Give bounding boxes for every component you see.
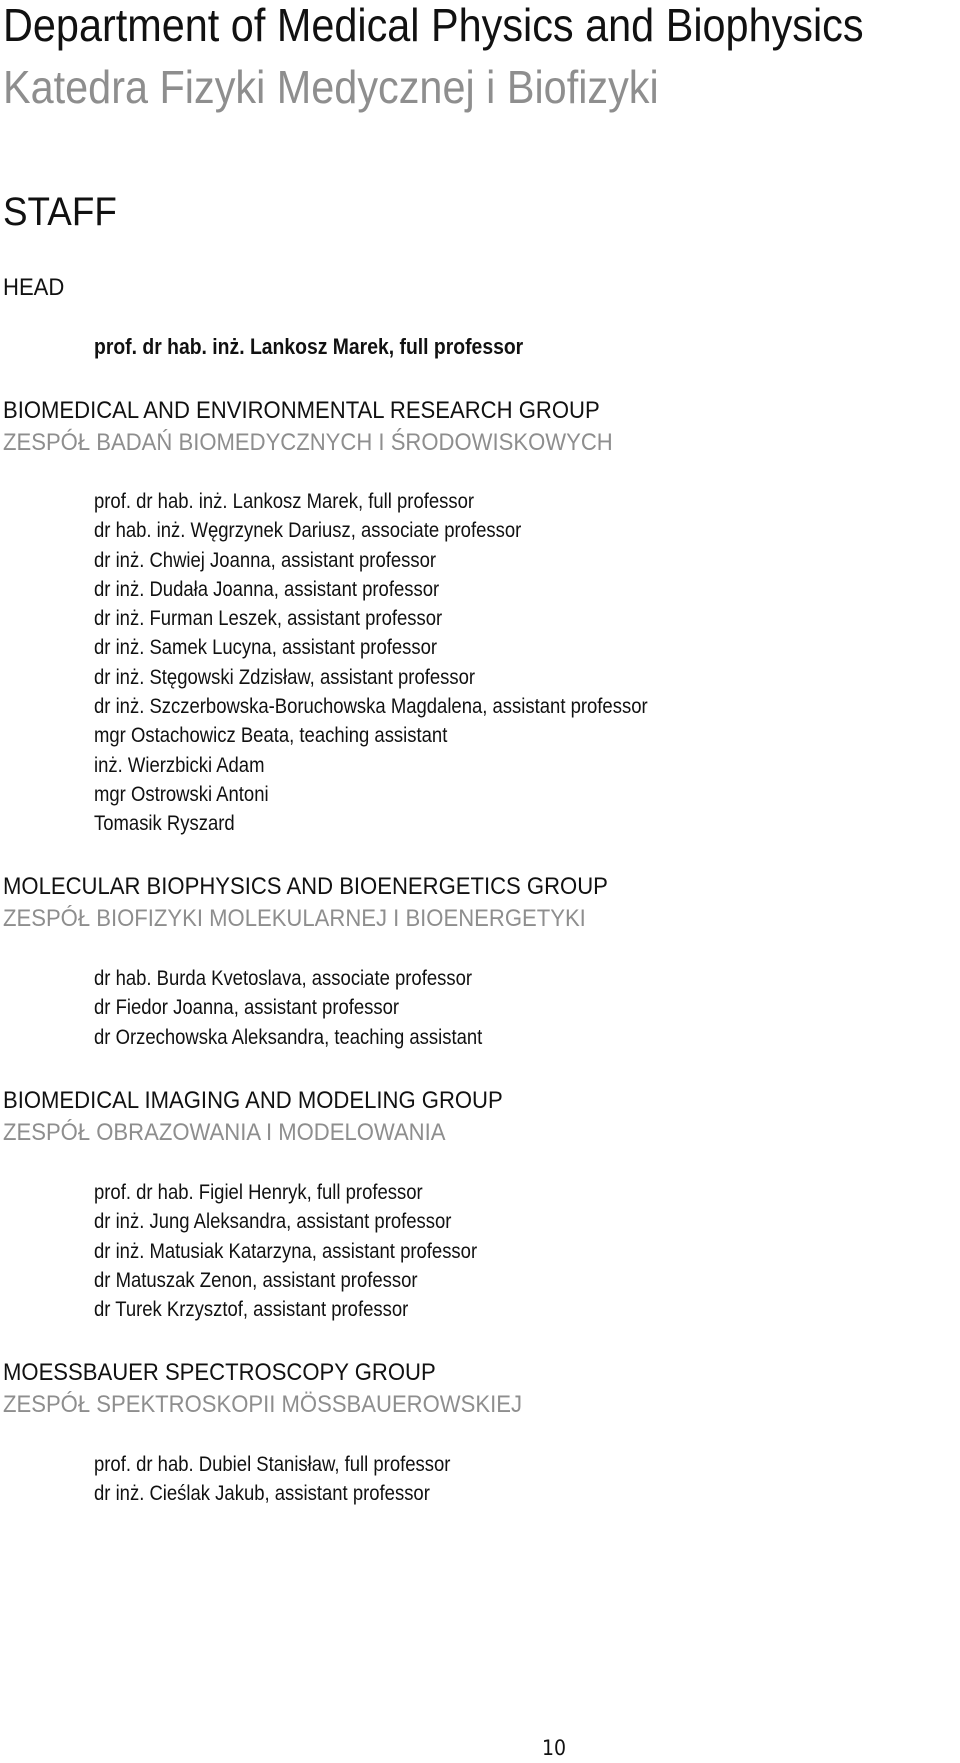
department-title-en: Department of Medical Physics and Biophysics (3, 0, 864, 51)
staff-member: dr Turek Krzysztof, assistant professor (94, 1298, 409, 1322)
group-title-pl: ZESPÓŁ SPEKTROSKOPII MÖSSBAUEROWSKIEJ (3, 1391, 523, 1418)
staff-member: dr inż. Jung Aleksandra, assistant professor (94, 1210, 452, 1234)
staff-member: dr inż. Cieślak Jakub, assistant professor (94, 1482, 430, 1506)
group-title-en: BIOMEDICAL AND ENVIRONMENTAL RESEARCH GROUP (3, 397, 600, 424)
head-person: prof. dr hab. inż. Lankosz Marek, full professor (94, 334, 524, 359)
member-list (94, 1178, 529, 1324)
staff-member: Tomasik Ryszard (94, 812, 235, 836)
staff-member: mgr Ostachowicz Beata, teaching assistant (94, 724, 448, 748)
group-title-pl: ZESPÓŁ OBRAZOWANIA I MODELOWANIA (3, 1119, 446, 1146)
staff-member: prof. dr hab. inż. Lankosz Marek, full professor (94, 490, 475, 513)
group-title-en: MOESSBAUER SPECTROSCOPY GROUP (3, 1359, 436, 1386)
staff-member: inż. Wierzbicki Adam (94, 753, 265, 777)
staff-member: dr inż. Stęgowski Zdzisław, assistant professor (94, 665, 476, 689)
group-title-en: BIOMEDICAL IMAGING AND MODELING GROUP (3, 1087, 503, 1114)
staff-heading: STAFF (3, 190, 117, 234)
department-title-pl: Katedra Fizyki Medycznej i Biofizyki (3, 61, 659, 113)
staff-member: dr Matuszak Zenon, assistant professor (94, 1268, 418, 1292)
group-title-pl: ZESPÓŁ BADAŃ BIOMEDYCZNYCH I ŚRODOWISKOWYCH (3, 429, 613, 456)
staff-member: dr inż. Dudała Joanna, assistant professor (94, 577, 440, 601)
staff-member: dr Fiedor Joanna, assistant professor (94, 996, 400, 1020)
staff-member: prof. dr hab. Dubiel Stanisław, full professor (94, 1453, 451, 1476)
staff-member: dr hab. inż. Węgrzynek Dariusz, associate professor (94, 519, 522, 543)
staff-member: dr inż. Chwiej Joanna, assistant professor (94, 548, 437, 572)
member-list (94, 1450, 499, 1509)
group-title-pl: ZESPÓŁ BIOFIZYKI MOLEKULARNEJ I BIOENERGETYKI (3, 905, 586, 932)
staff-member: dr Orzechowska Aleksandra, teaching assistant (94, 1025, 483, 1049)
staff-member: dr inż. Szczerbowska-Boruchowska Magdalena, assistant professor (94, 695, 648, 719)
member-list (94, 964, 535, 1052)
staff-member: mgr Ostrowski Antoni (94, 782, 269, 806)
head-label: HEAD (3, 274, 65, 301)
page-number: 10 (542, 1736, 567, 1760)
staff-member: dr hab. Burda Kvetoslava, associate professor (94, 967, 473, 990)
staff-member: dr inż. Matusiak Katarzyna, assistant professor (94, 1239, 478, 1263)
group-title-en: MOLECULAR BIOPHYSICS AND BIOENERGETICS GROUP (3, 873, 608, 900)
staff-member: dr inż. Samek Lucyna, assistant professor (94, 636, 438, 660)
staff-member: dr inż. Furman Leszek, assistant professor (94, 607, 443, 631)
member-list (94, 487, 723, 839)
staff-member: prof. dr hab. Figiel Henryk, full professor (94, 1181, 423, 1204)
